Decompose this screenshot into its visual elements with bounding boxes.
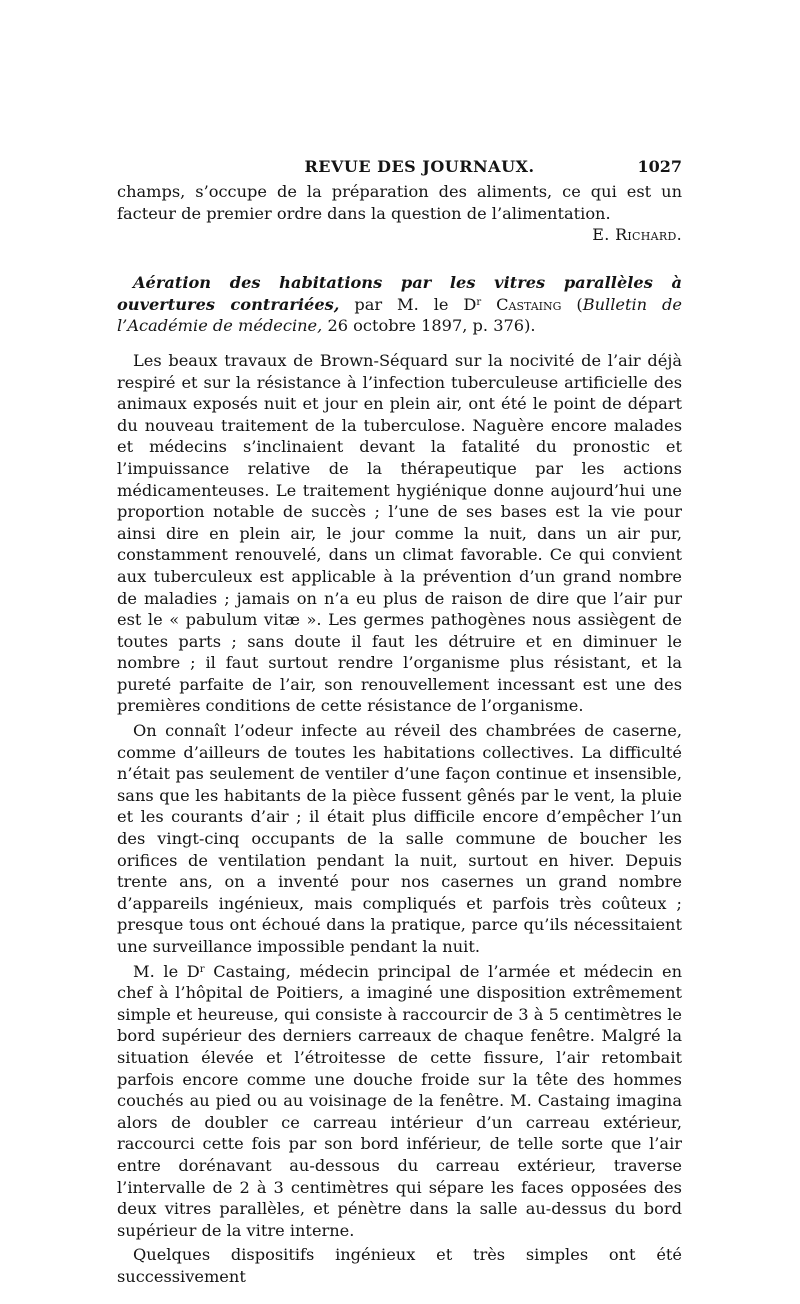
article-by: par M. le D <box>354 294 477 314</box>
article-source-details: 26 octobre 1897, p. 376). <box>327 316 536 336</box>
signature-name: Richard. <box>615 225 682 245</box>
text-column <box>117 157 682 1288</box>
author-signature <box>117 225 682 244</box>
previous-article-ending: champs, s’occupe de la préparation des aliments, ce qui est un facteur de premier ordre dans la question de l’alimentation. <box>117 182 682 223</box>
paragraph-3-sup: r <box>199 963 205 975</box>
page-number: 1027 <box>637 157 682 176</box>
source-open: ( <box>576 294 583 314</box>
article-by-sup: r <box>476 296 482 308</box>
paragraph-1: Les beaux travaux de Brown-Séquard sur la nocivité de l’air déjà respiré et sur la résistance à l’infection tuberculeuse artificielle des animaux exposés nuit et jour en plein air, ont été le point de départ du nouveau traitement de la tuberculose. Naguère encore malades et médecins s’inclinaient devant la fatalité du pronostic et l’impuissance relative de la thérapeutique par les actions médicamenteuses. Le traitement hygiénique donne aujourd’hui une proportion notable de succès ; l’une de ses bases est la vie pour ainsi dire en plein air, le jour comme la nuit, dans un air pur, constamment renouvelé, dans un climat favorable. Ce qui convient aux tuberculeux est applicable à la prévention d’un grand nombre de maladies ; jamais on n’a eu plus de raison de dire que l’air pur est le « pabulum vitæ ». Les germes pathogènes nous assiègent de toutes parts ; sans doute il faut les détruire et en diminuer le nombre ; il faut surtout rendre l’organisme plus résistant, et la pureté parfaite de l’air, son renouvellement incessant est une des premières conditions de cette résistance de l’organisme. <box>117 350 682 716</box>
article-title-text: Aération des habitations par les vitres parallèles à ouvertures contrariées, <box>117 273 682 314</box>
article-source: Bulletin de l’Académie de médecine, <box>117 294 682 336</box>
paragraph-3 <box>117 961 682 1242</box>
paragraph-4: Quelques dispositifs ingénieux et très simples ont été successivement <box>117 1245 682 1286</box>
article-author: Castaing <box>496 294 562 314</box>
signature-initial: E. <box>592 225 610 245</box>
running-title: REVUE DES JOURNAUX. <box>304 157 535 176</box>
paragraph-2: On connaît l’odeur infecte au réveil des chambrées de caserne, comme d’ailleurs de toutes les habitations collectives. La difficulté n’était pas seulement de ventiler d’une façon continue et insensible, sans que les habitants de la pièce fussent gênés par le vent, la pluie et les courants d’air ; il était plus difficile encore d’empêcher l’un des vingt-cinq occupants de la salle commune de boucher les orifices de ventilation pendant la nuit, surtout en hiver. Depuis trente ans, on a inventé pour nos casernes un grand nombre d’appareils ingénieux, mais compliqués et parfois très coûteux ; presque tous ont échoué dans la pratique, parce qu’ils nécessitaient une surveillance impossible pendant la nuit. <box>117 721 682 956</box>
paragraph-3-body: Castaing, médecin principal de l’armée et médecin en chef à l’hôpital de Poitiers, a imaginé une disposition extrêmement simple et heureuse, qui consiste à raccourcir de 3 à 5 centimètres le bord supérieur des derniers carreaux de chaque fenêtre. Malgré la situation élevée et l’étroitesse de cette fissure, l’air retombait parfois encore comme une douche froide sur la tête des hommes couchés au pied ou au voisinage de la fenêtre. M. Castaing imagina alors de doubler ce carreau intérieur d’un carreau extérieur, raccourci cette fois par son bord inférieur, de telle sorte que l’air entre dorénavant au-dessous du carreau extérieur, traverse l’intervalle de 2 à 3 centimètres qui sépare les faces opposées des deux vitres parallèles, et pénètre dans la salle au-dessus du bord supérieur de la vitre interne. <box>117 961 682 1240</box>
article-title <box>117 272 682 337</box>
paragraph-3-prefix: M. le D <box>133 961 200 981</box>
running-header <box>117 157 682 181</box>
